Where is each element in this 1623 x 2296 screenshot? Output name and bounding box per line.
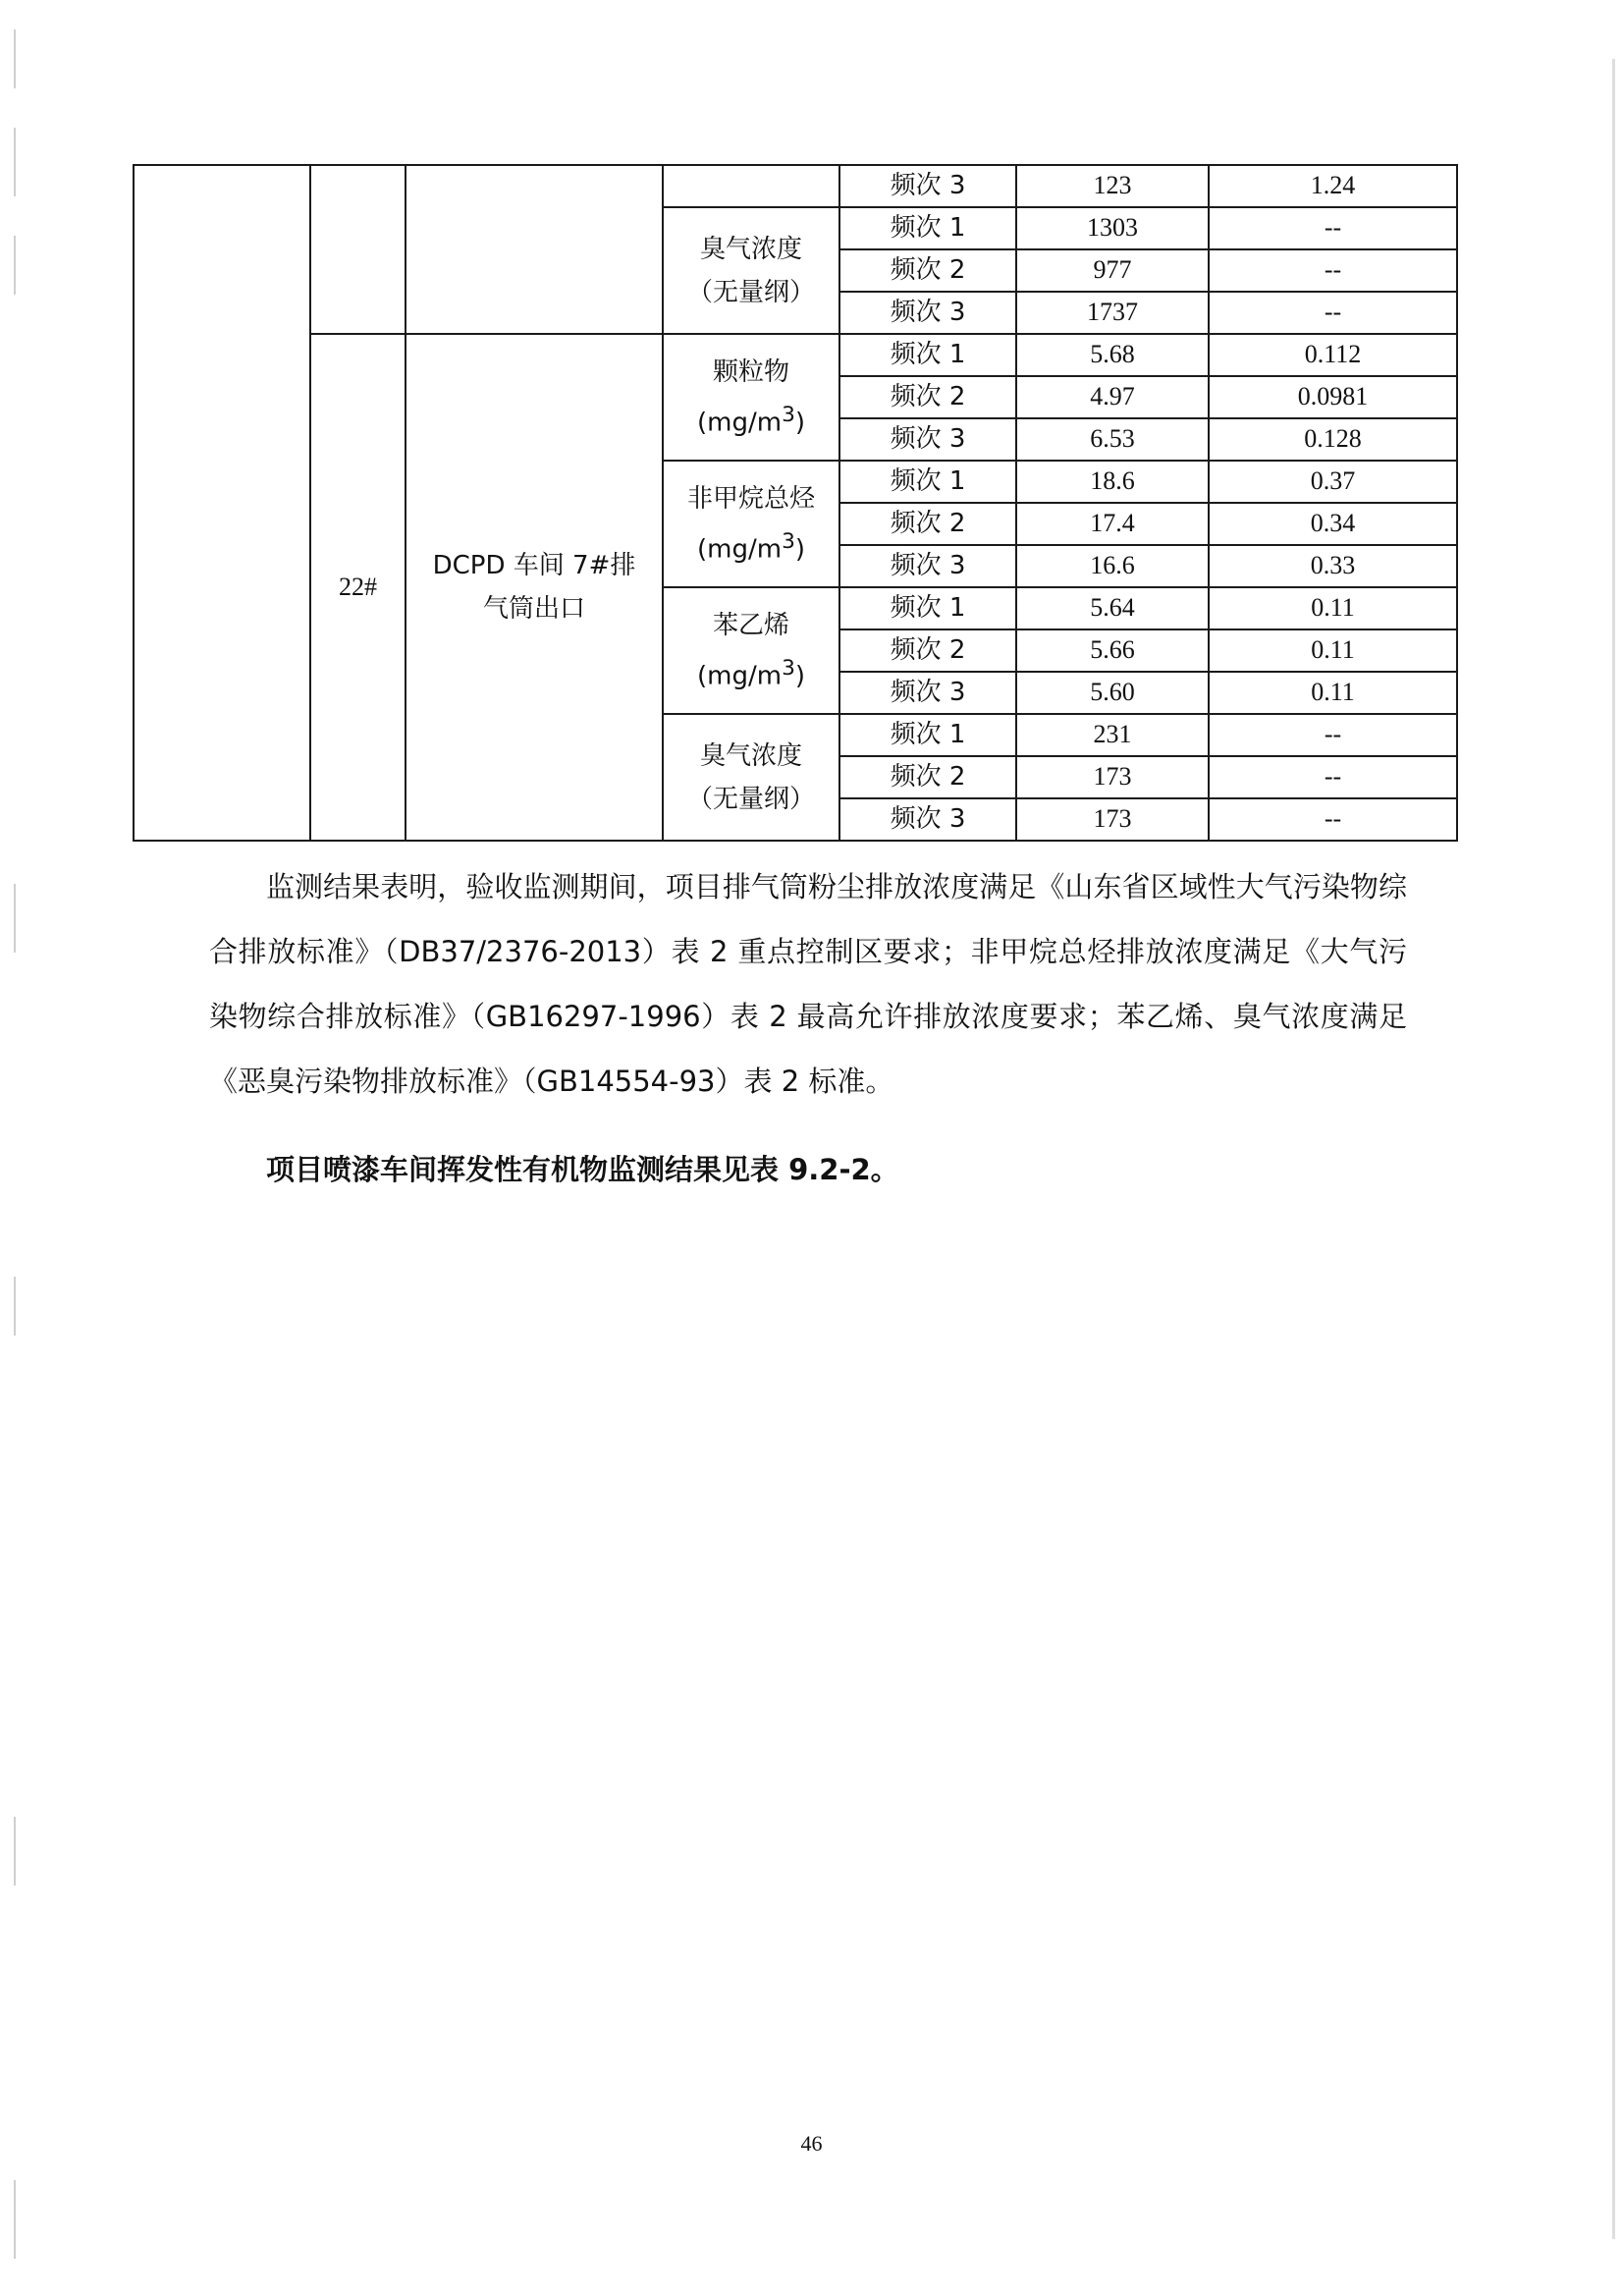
frequency-cell: 频次 3: [839, 545, 1016, 587]
concentration-cell: 4.97: [1016, 376, 1209, 418]
concentration-cell: 6.53: [1016, 418, 1209, 461]
parameter-label: 苯乙烯: [712, 610, 789, 640]
empty-cell: [406, 165, 663, 334]
binding-mark: [1612, 59, 1615, 2239]
page-number: 46: [800, 2131, 823, 2156]
parameter-unit: （无量纲）: [686, 784, 815, 814]
frequency-cell: 频次 2: [839, 756, 1016, 798]
rate-cell: 0.33: [1209, 545, 1457, 587]
frequency-cell: 频次 1: [839, 207, 1016, 249]
frequency-cell: 频次 1: [839, 334, 1016, 376]
rate-cell: 0.37: [1209, 461, 1457, 503]
station-name-line: 气筒出口: [482, 594, 585, 624]
frequency-cell: 频次 3: [839, 165, 1016, 207]
parameter-label: 颗粒物: [712, 356, 789, 387]
concentration-cell: 231: [1016, 714, 1209, 756]
empty-cell: [663, 165, 839, 207]
next-table-reference: 项目喷漆车间挥发性有机物监测结果见表 9.2-2。: [266, 1153, 899, 1186]
unit-base: mg/m: [707, 534, 783, 565]
nmhc-parameter-cell: [663, 461, 839, 587]
station-name-cell: [406, 334, 663, 841]
frequency-cell: 频次 2: [839, 249, 1016, 292]
styrene-parameter-cell: [663, 587, 839, 714]
rate-cell: --: [1209, 714, 1457, 756]
table-row: [134, 334, 1457, 376]
unit-base: mg/m: [707, 408, 783, 438]
concentration-cell: 18.6: [1016, 461, 1209, 503]
unit-exponent: 3: [782, 402, 795, 427]
unit-exponent: 3: [782, 655, 795, 681]
frequency-cell: 频次 1: [839, 714, 1016, 756]
concentration-cell: 17.4: [1016, 503, 1209, 545]
table-row: [134, 165, 1457, 207]
binding-mark: [14, 29, 16, 88]
rate-cell: --: [1209, 207, 1457, 249]
parameter-unit: $(mg/m^3)$: [696, 528, 805, 565]
parameter-label: 非甲烷总烃: [686, 483, 815, 514]
odor-parameter-cell: [663, 714, 839, 841]
concentration-cell: 5.60: [1016, 672, 1209, 714]
concentration-cell: 16.6: [1016, 545, 1209, 587]
concentration-cell: 1303: [1016, 207, 1209, 249]
parameter-label: 臭气浓度: [699, 234, 802, 264]
rate-cell: --: [1209, 249, 1457, 292]
binding-mark: [14, 128, 16, 196]
rate-cell: 0.128: [1209, 418, 1457, 461]
frequency-cell: 频次 3: [839, 418, 1016, 461]
parameter-unit: $(mg/m^3)$: [696, 402, 805, 438]
frequency-cell: 频次 3: [839, 292, 1016, 334]
rate-cell: 0.112: [1209, 334, 1457, 376]
unit-exponent: 3: [782, 528, 795, 554]
rate-cell: 1.24: [1209, 165, 1457, 207]
empty-cell: [134, 165, 310, 841]
frequency-cell: 频次 3: [839, 672, 1016, 714]
parameter-unit: （无量纲）: [686, 277, 815, 307]
binding-mark: [14, 884, 16, 953]
rate-cell: --: [1209, 756, 1457, 798]
rate-cell: 0.0981: [1209, 376, 1457, 418]
rate-cell: 0.34: [1209, 503, 1457, 545]
frequency-cell: 频次 1: [839, 587, 1016, 629]
concentration-cell: 5.68: [1016, 334, 1209, 376]
parameter-label: 臭气浓度: [699, 740, 802, 771]
concentration-cell: 977: [1016, 249, 1209, 292]
rate-cell: 0.11: [1209, 587, 1457, 629]
binding-mark: [14, 236, 16, 295]
particulate-parameter-cell: [663, 334, 839, 461]
concentration-cell: 1737: [1016, 292, 1209, 334]
empty-cell: [310, 165, 406, 334]
frequency-cell: 频次 2: [839, 503, 1016, 545]
concentration-cell: 5.64: [1016, 587, 1209, 629]
binding-mark: [14, 1817, 16, 1886]
unit-base: mg/m: [707, 661, 783, 691]
rate-cell: --: [1209, 292, 1457, 334]
station-name-line: DCPD 车间 7#排: [432, 551, 636, 580]
concentration-cell: 5.66: [1016, 629, 1209, 672]
rate-cell: --: [1209, 798, 1457, 841]
frequency-cell: 频次 3: [839, 798, 1016, 841]
rate-cell: 0.11: [1209, 629, 1457, 672]
rate-cell: 0.11: [1209, 672, 1457, 714]
frequency-cell: 频次 2: [839, 629, 1016, 672]
frequency-cell: 频次 1: [839, 461, 1016, 503]
parameter-unit: $(mg/m^3)$: [696, 655, 805, 691]
binding-mark: [14, 2180, 16, 2259]
frequency-cell: 频次 2: [839, 376, 1016, 418]
station-id-cell: 22#: [310, 334, 406, 841]
monitoring-results-table: [133, 164, 1458, 842]
conclusion-paragraph: 监测结果表明，验收监测期间，项目排气筒粉尘排放浓度满足《山东省区域性大气污染物综合排放标准》（DB37/2376-2013）表 2 重点控制区要求；非甲烷总烃排放浓度满足《大气污染物综合排放标准》（GB16297-1996）表 2 最高允许排放浓度要求；苯乙烯、臭气浓度满足《恶臭污染物排放标准》（GB14554-93）表 2 标准。: [209, 870, 1407, 1098]
binding-mark: [14, 1277, 16, 1336]
concentration-cell: 173: [1016, 798, 1209, 841]
odor-parameter-cell: [663, 207, 839, 334]
concentration-cell: 173: [1016, 756, 1209, 798]
concentration-cell: 123: [1016, 165, 1209, 207]
